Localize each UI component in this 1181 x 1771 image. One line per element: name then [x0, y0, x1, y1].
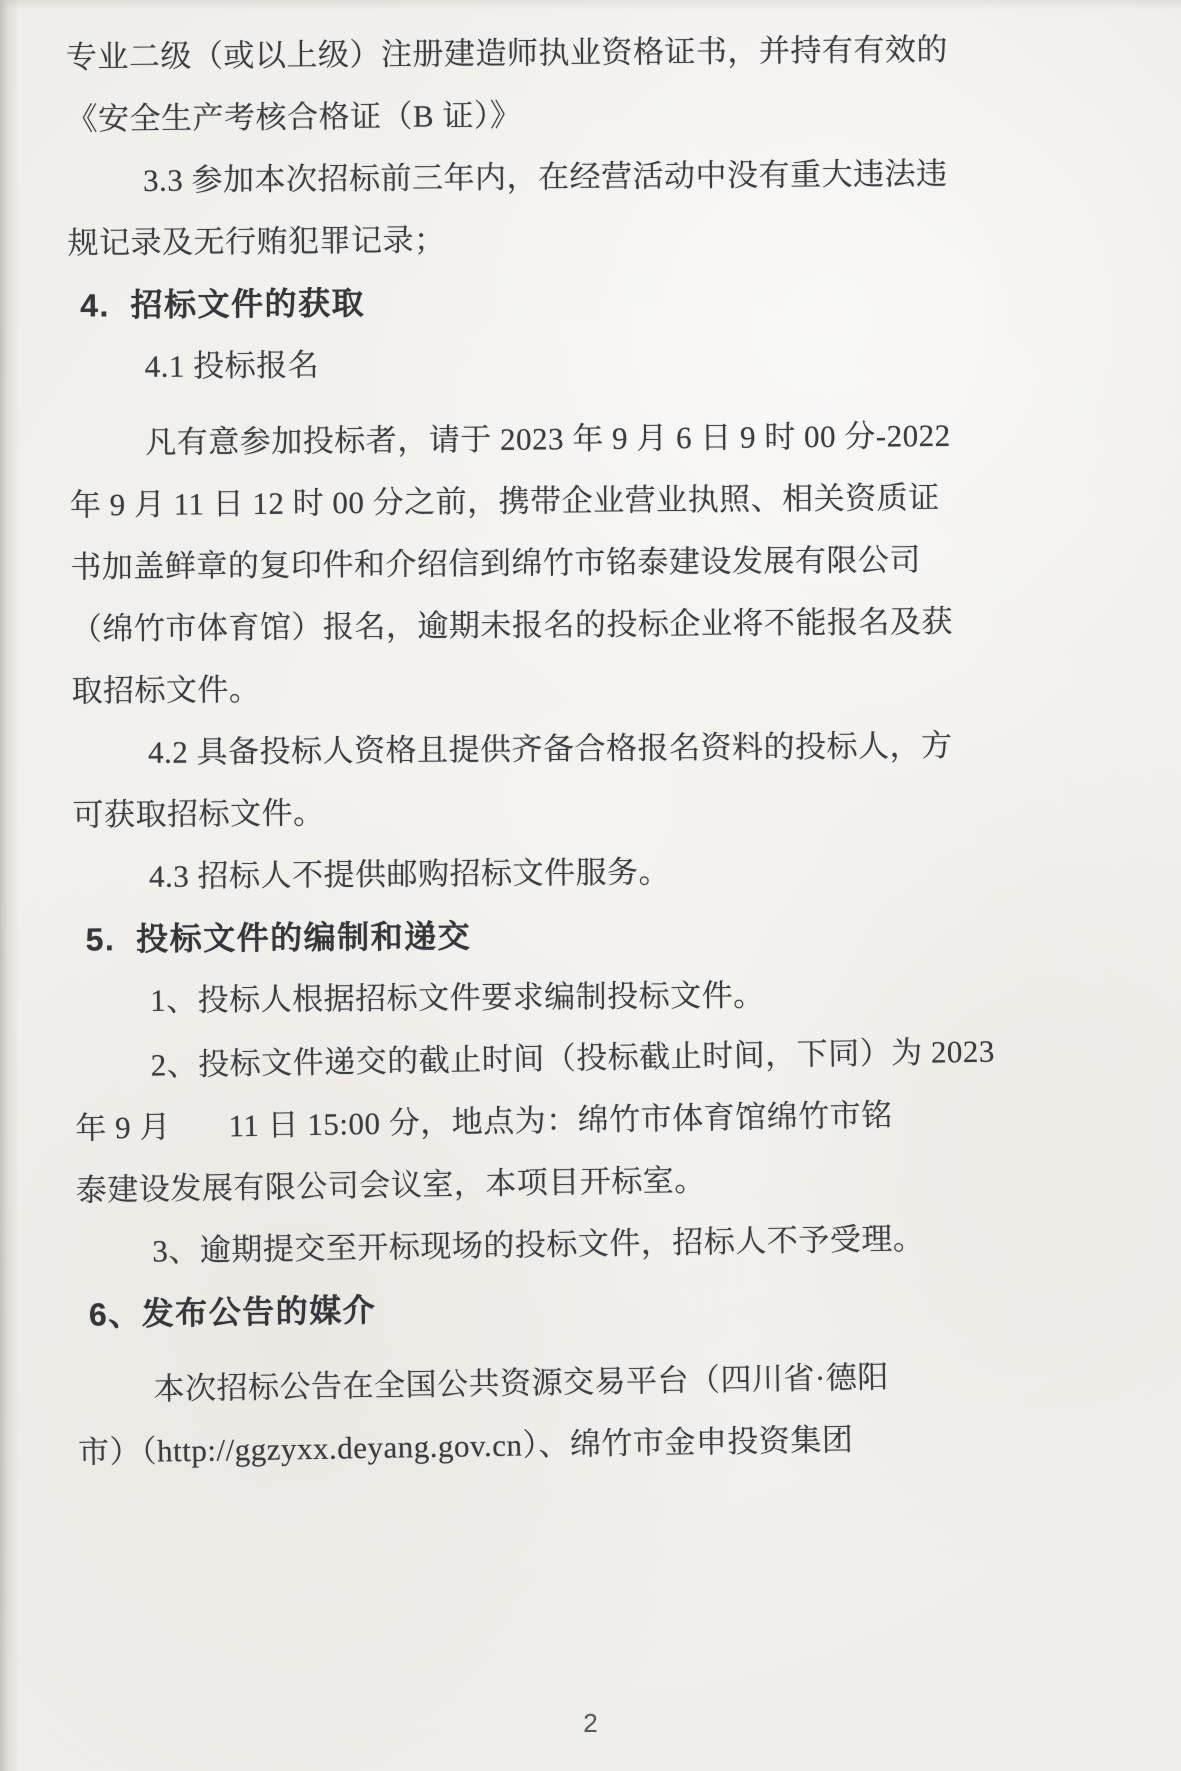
scan-left-edge-shadow — [0, 0, 20, 1771]
doc-line: （绵竹市体育馆）报名，逾期未报名的投标企业将不能报名及获 — [70, 603, 954, 647]
scan-top-edge-shadow — [0, 0, 1181, 10]
doc-line: 年 9 月 11 日 12 时 00 分之前，携带企业营业执照、相关资质证 — [69, 480, 940, 523]
doc-line: 书加盖鲜章的复印件和介绍信到绵竹市铭泰建设发展有限公司 — [70, 542, 922, 585]
doc-line: 市）（http://ggzyxx.deyang.gov.cn）、绵竹市金申投资集团 — [77, 1422, 854, 1470]
doc-line: 2、投标文件递交的截止时间（投标截止时间，下同）为 2023 — [150, 1033, 996, 1083]
doc-line: 可获取招标文件。 — [72, 795, 325, 833]
doc-line: 3、逾期提交至开标现场的投标文件，招标人不予受理。 — [152, 1220, 925, 1269]
section-heading: 4. 招标文件的获取 — [79, 285, 366, 324]
doc-line: 专业二级（或以上级）注册建造师执业资格证书，并持有有效的 — [65, 31, 949, 75]
doc-line: 《安全生产考核合格证（B 证）》 — [66, 97, 522, 137]
doc-line: 取招标文件。 — [71, 671, 261, 709]
doc-line: 规记录及无行贿犯罪记录； — [67, 222, 446, 261]
section-heading: 6、发布公告的媒介 — [88, 1291, 377, 1333]
doc-line: 3.3 参加本次招标前三年内，在经营活动中没有重大违法违 — [142, 155, 948, 198]
doc-line: 凡有意参加投标者，请于 2023 年 9 月 6 日 9 时 00 分-2022 — [145, 417, 951, 460]
doc-line: 1、投标人根据招标文件要求编制投标文件。 — [150, 977, 765, 1018]
page-number: 2 — [583, 1708, 598, 1738]
doc-line: 年 9 月 11 日 15:00 分，地点为：绵竹市体育馆绵竹市铭 — [75, 1097, 893, 1146]
document-content — [66, 17, 1129, 1480]
section-heading: 5. 投标文件的编制和递交 — [85, 918, 472, 958]
doc-line: 泰建设发展有限公司会议室，本项目开标室。 — [75, 1162, 707, 1208]
doc-line: 4.2 具备投标人资格且提供齐备合格报名资料的投标人，方 — [147, 727, 953, 770]
doc-line: 4.1 投标报名 — [144, 347, 320, 384]
doc-line: 4.3 招标人不提供邮购招标文件服务。 — [148, 854, 671, 894]
doc-line: 本次招标公告在全国公共资源交易平台（四川省·德阳 — [153, 1359, 890, 1407]
